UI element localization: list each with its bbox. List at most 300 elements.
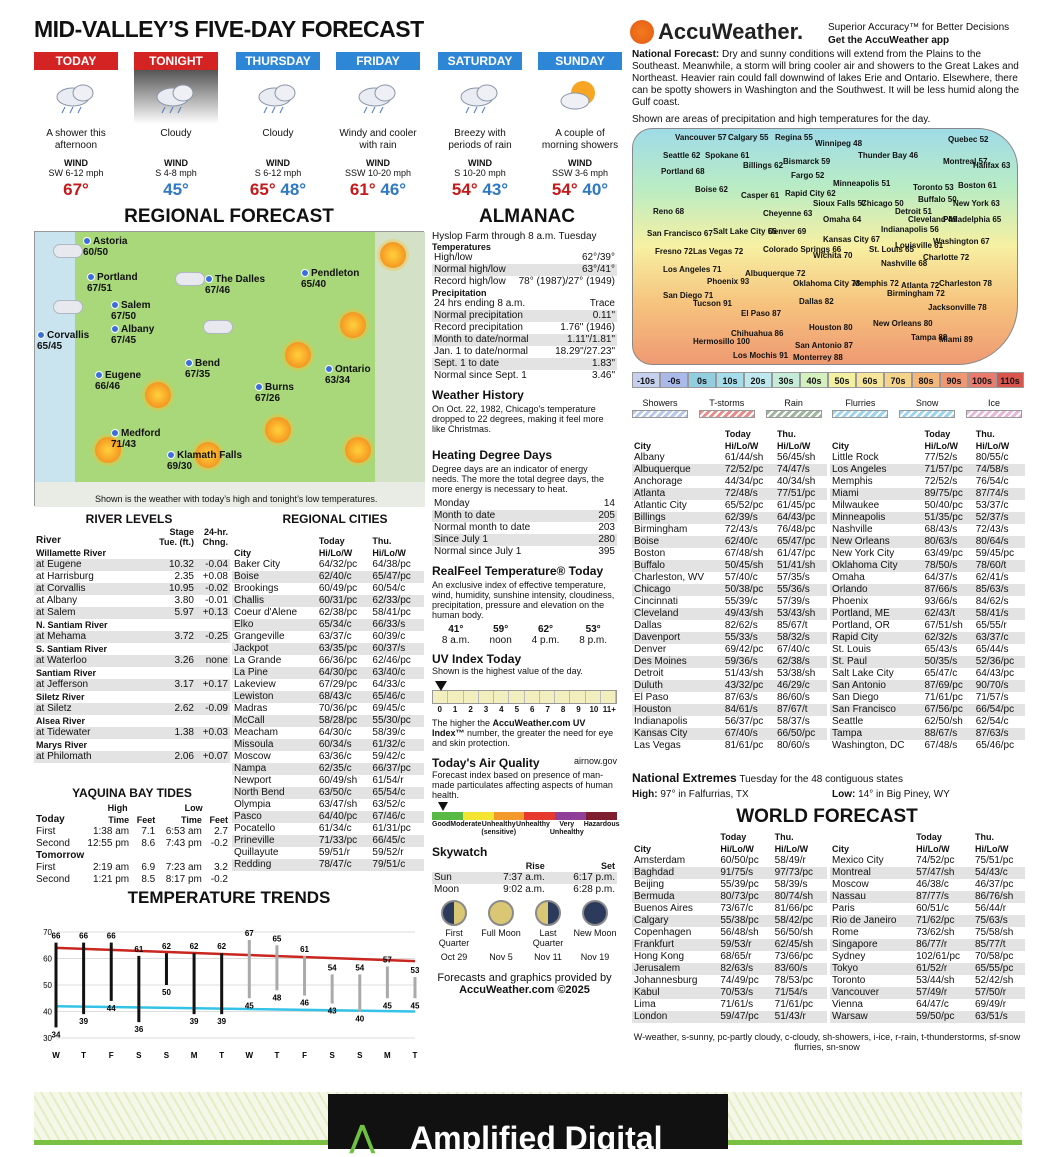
- us-map-label: Salt Lake City 65: [713, 227, 777, 236]
- low-data-label: 39: [79, 1017, 89, 1027]
- high-data-label: 57: [382, 955, 392, 965]
- river-levels-title: RIVER LEVELS: [85, 512, 173, 526]
- river-levels-table: [34, 527, 230, 763]
- city-row: Pocatello 61/34/c 61/31/pc: [234, 823, 411, 834]
- air-site: airnow.gov: [573, 756, 617, 766]
- us-map-label: Omaha 64: [823, 215, 862, 224]
- wind-label: WIND: [266, 158, 290, 168]
- city-row: Davenport 55/33/s 58/32/s: [632, 632, 827, 644]
- city-row: Hong Kong 68/65/r 73/66/pc: [634, 951, 814, 962]
- us-map-label: Bismarck 59: [783, 157, 831, 166]
- credits-line2: AccuWeather.com ©2025: [459, 984, 590, 996]
- national-forecast: National Forecast: Dry and sunny conditions will extend from the Plains to the Southeast. Meanwhile, a storm will bring cooler air and showers to the Great Lakes and Northeast. Heavier rain could fall downwind of lakes Erie and Ontario. Elsewhere, there can be spotty showers in Washington and the Southwest. It will be less humid along the Gulf coast.: [632, 49, 1020, 108]
- day-temps: [538, 180, 622, 200]
- river-row: at Harrisburg 2.35 +0.08: [36, 571, 228, 582]
- city-row: Kabul 70/53/s 71/54/s: [632, 987, 827, 999]
- regional-city: The Dalles 67/46: [205, 274, 266, 296]
- air-quality-label: Very Unhealthy: [549, 821, 584, 836]
- city-row: Moscow 63/36/c 59/42/c: [234, 751, 406, 762]
- low-temp: 46°: [380, 180, 407, 199]
- low-data-label: 34: [51, 1030, 61, 1040]
- city-row: Quillayute 59/51/r 59/52/r: [234, 847, 404, 858]
- city-row: Tampa 88/67/s 87/63/s: [830, 728, 1025, 740]
- city-row: Moscow 46/38/c 46/37/pc: [832, 879, 1014, 890]
- us-map-label: Buffalo 50: [918, 195, 957, 204]
- us-map-label: Kansas City 67: [823, 235, 880, 244]
- us-map-label: Houston 80: [809, 323, 853, 332]
- almanac-subtitle: Hyslop Farm through 8 a.m. Tuesday: [432, 231, 597, 242]
- low-data-label: 50: [162, 988, 171, 997]
- city-row: Portland, ME 62/43/t 58/41/s: [830, 608, 1025, 620]
- moon-icon: [582, 900, 608, 926]
- day-forecast: [538, 52, 622, 200]
- city-row: Anchorage 44/34/pc 40/34/sh: [634, 476, 816, 487]
- legend-swatch: 40s: [800, 372, 828, 388]
- city-dot-icon: [325, 365, 333, 373]
- col-river: River: [36, 535, 62, 546]
- us-map-label: Wichita 70: [813, 251, 853, 260]
- city-row: McCall 58/28/pc 55/30/pc: [232, 715, 424, 727]
- almanac-row: Monday 14: [434, 498, 615, 509]
- moon-phase: Last Quarter Nov 11: [526, 900, 570, 962]
- almanac-row: Jan. 1 to date/normal 18.29"/27.23": [434, 346, 615, 357]
- city-row: Paris 60/51/c 56/44/r: [832, 903, 1007, 914]
- city-row: Tokyo 61/52/r 65/55/pc: [830, 963, 1025, 975]
- tides-title: YAQUINA BAY TIDES: [72, 786, 192, 800]
- us-map-label: Fresno 72: [655, 247, 693, 256]
- low-data-label: 36: [134, 1025, 144, 1035]
- uv-tick: 9: [576, 705, 581, 714]
- us-map-label: Reno 68: [653, 207, 685, 216]
- city-row: Kansas City 67/40/s 66/50/pc: [632, 728, 827, 740]
- city-row: St. Paul 50/35/s 52/36/pc: [830, 656, 1025, 668]
- us-map-label: Jacksonville 78: [928, 303, 987, 312]
- wind-value: S 10-20 mph: [454, 168, 506, 178]
- city-row: St. Louis 65/43/s 65/44/s: [832, 644, 1009, 655]
- x-tick-label: T: [412, 1051, 418, 1060]
- tide-tomorrow-head: Tomorrow: [36, 850, 85, 861]
- city-row: Jackpot 63/35/pc 60/37/s: [232, 643, 424, 655]
- high-data-label: 66: [106, 931, 116, 941]
- river-row: at Mehama 3.72 -0.25: [36, 631, 228, 642]
- city-row: Birmingham 72/43/s 76/48/pc: [634, 524, 816, 535]
- high-data-label: 62: [162, 942, 171, 952]
- air-title: Today's Air Quality: [432, 756, 540, 770]
- uv-tick: 10: [589, 705, 599, 714]
- day-label: THURSDAY: [236, 52, 320, 70]
- x-tick-label: W: [245, 1051, 254, 1060]
- city-row: Elko 65/34/c 66/33/s: [232, 619, 424, 631]
- city-row: Cleveland 49/43/sh 53/43/sh: [632, 608, 827, 620]
- city-row: Meacham 64/30/c 58/39/c: [234, 727, 406, 738]
- river-row: at Philomath 2.06 +0.07: [36, 751, 228, 762]
- sun-icon: [380, 242, 406, 268]
- hdd-title: Heating Degree Days: [432, 448, 553, 462]
- city-row: Brookings 60/49/pc 60/54/c: [234, 583, 406, 594]
- city-row: Johannesburg 74/49/pc 78/53/pc: [634, 975, 814, 986]
- us-map-label: Monterrey 88: [793, 353, 843, 362]
- tides-table: [34, 802, 230, 886]
- col-today: Today: [318, 536, 345, 546]
- x-tick-label: W: [52, 1051, 60, 1060]
- almanac-row: 24 hrs ending 8 a.m. Trace: [434, 298, 615, 309]
- legend-swatch: 50s: [828, 372, 856, 388]
- legend-swatch: 20s: [744, 372, 772, 388]
- regional-city: Pendleton 65/40: [301, 268, 360, 290]
- us-map-label: Casper 61: [741, 191, 780, 200]
- regional-map: [34, 231, 424, 506]
- city-row: Baghdad 91/75/s 97/73/pc: [632, 867, 827, 879]
- wind-value: SW 6-12 mph: [48, 168, 104, 178]
- rain-cloud-icon: [438, 70, 522, 124]
- city-dot-icon: [185, 359, 193, 367]
- air-text: Forecast index based on presence of man-made particulates affecting aspects of human health.: [432, 770, 613, 800]
- tide-row: Second 12:55 pm 8.6 7:43 pm -0.2: [36, 838, 228, 849]
- us-map-label: El Paso 87: [741, 309, 782, 318]
- day-forecast: [438, 52, 522, 200]
- city-row: Detroit 51/43/sh 53/38/sh: [634, 668, 816, 679]
- regional-map-caption: Shown is the weather with today’s high and tonight’s low temperatures.: [95, 494, 378, 504]
- ad-logo-icon: ⋀: [350, 1121, 375, 1154]
- city-row: Salt Lake City 65/47/c 64/43/pc: [832, 668, 1015, 679]
- city-dot-icon: [95, 371, 103, 379]
- city-row: San Antonio 87/69/pc 90/70/s: [830, 680, 1025, 692]
- almanac-row: Record precipitation 1.76" (1946): [434, 322, 615, 333]
- high-data-label: 54: [355, 963, 365, 973]
- us-map-label: Thunder Bay 46: [858, 151, 919, 160]
- low-data-label: 45: [244, 1001, 254, 1011]
- us-map-label: Chicago 50: [861, 199, 904, 208]
- city-row: Redding 78/47/c 79/51/c: [232, 859, 424, 871]
- tide-high-head: High: [107, 803, 128, 813]
- us-map-label: Toronto 53: [913, 183, 954, 192]
- day-label: TODAY: [34, 52, 118, 70]
- us-map-label: Vancouver 57: [675, 133, 727, 142]
- us-map-label: Detroit 51: [895, 207, 932, 216]
- city-row: Beijing 55/39/pc 58/39/s: [634, 879, 808, 890]
- tide-row: First 1:38 am 7.1 6:53 am 2.7: [36, 826, 228, 837]
- river-name: N. Santiam River: [36, 620, 108, 630]
- day-forecast: [34, 52, 118, 200]
- high-data-label: 61: [300, 944, 309, 954]
- high-data-label: 54: [327, 963, 337, 973]
- almanac-title: ALMANAC: [478, 206, 576, 227]
- air-quality-label: Unhealthy (sensitive): [481, 821, 517, 836]
- city-row: Little Rock 77/52/s 80/55/c: [832, 452, 1009, 463]
- city-row: Washington, DC 67/48/s 65/46/pc: [832, 740, 1015, 751]
- city-row: New Orleans 80/63/s 80/64/s: [830, 536, 1025, 548]
- us-map-label: Portland 68: [661, 167, 705, 176]
- city-row: Billings 62/39/s 64/43/pc: [632, 512, 827, 524]
- us-map-label: Miami 89: [939, 335, 973, 344]
- city-row: Nampa 62/35/c 66/37/pc: [232, 763, 424, 775]
- city-row: New York City 63/49/pc 59/45/pc: [832, 548, 1015, 559]
- low-temp: 40°: [582, 180, 609, 199]
- us-map-label: Birmingham 72: [887, 289, 945, 298]
- y-tick-label: 50: [43, 981, 52, 990]
- skywatch-title: Skywatch: [432, 845, 488, 859]
- city-row: North Bend 63/50/c 65/54/c: [232, 787, 424, 799]
- city-row: Albuquerque 72/52/pc 74/47/s: [632, 464, 827, 476]
- tide-feet-head: Feet: [209, 815, 228, 825]
- city-row: Boise 62/40/c 65/47/pc: [632, 536, 827, 548]
- legend-swatch: 90s: [940, 372, 968, 388]
- us-map-label: Oklahoma City 78: [793, 279, 861, 288]
- us-map-label: Denver 69: [768, 227, 807, 236]
- low-temp: 45°: [163, 180, 189, 199]
- us-map-label: Atlanta 72: [901, 281, 940, 290]
- city-row: Challis 60/31/pc 62/33/pc: [232, 595, 424, 607]
- regional-city: Salem 67/50: [111, 300, 151, 322]
- almanac-row: Normal precipitation 0.11": [434, 310, 615, 321]
- us-map-label: New Orleans 80: [873, 319, 933, 328]
- day-label: SUNDAY: [538, 52, 622, 70]
- us-map-label: Quebec 52: [948, 135, 989, 144]
- low-data-label: 48: [272, 993, 282, 1003]
- low-data-label: 45: [382, 1001, 392, 1011]
- city-row: Nassau 87/77/s 86/76/sh: [830, 891, 1025, 903]
- us-map-label: St. Louis 65: [869, 245, 914, 254]
- wind-value: S 4-8 mph: [155, 168, 197, 178]
- x-tick-label: M: [190, 1051, 198, 1060]
- city-row: San Diego 71/61/pc 71/57/s: [832, 692, 1009, 703]
- col-thu: Thu.: [372, 536, 392, 546]
- precip-legend-item: Snow: [899, 398, 955, 418]
- almanac-row: Normal since Sept. 1 3.46": [434, 370, 615, 381]
- col-hlw: Hi/Lo/W: [318, 548, 353, 558]
- almanac-row: Since July 1 280: [434, 534, 615, 545]
- wind-label: WIND: [468, 158, 492, 168]
- legend-swatch: 10s: [716, 372, 744, 388]
- city-row: San Francisco 67/56/pc 66/54/pc: [830, 704, 1025, 716]
- x-tick-label: S: [357, 1051, 363, 1060]
- precip-legend-item: Ice: [966, 398, 1022, 418]
- city-row: Sydney 102/61/pc 70/58/pc: [832, 951, 1014, 962]
- uv-tick: 8: [560, 705, 566, 714]
- legend-swatch: 0s: [688, 372, 716, 388]
- realfeel-item: 59° noon: [489, 624, 512, 646]
- us-map-label: Philadelphia 65: [943, 215, 1002, 224]
- sun-icon: [340, 312, 366, 338]
- city-row: Montreal 57/47/sh 54/43/c: [830, 867, 1025, 879]
- uv-tick: 2: [468, 705, 473, 714]
- temperature-trends-chart: [30, 920, 425, 1060]
- day-label: FRIDAY: [336, 52, 420, 70]
- world-title: WORLD FORECAST: [736, 806, 918, 827]
- city-row: Los Angeles 71/57/pc 74/58/s: [830, 464, 1025, 476]
- city-dot-icon: [167, 451, 175, 459]
- precip-legend-item: T-storms: [699, 398, 755, 418]
- almanac-row: Month to date 205: [434, 510, 615, 521]
- high-temp: 54°: [451, 180, 478, 199]
- city-row: Olympia 63/47/sh 63/52/c: [234, 799, 406, 810]
- wind-value: S 6-12 mph: [254, 168, 302, 178]
- city-row: Indianapolis 56/37/pc 58/37/s: [634, 716, 810, 727]
- uv-tick: 6: [530, 705, 535, 714]
- city-row: Pasco 64/40/pc 67/46/c: [232, 811, 424, 823]
- city-row: Boston 67/48/sh 61/47/pc: [634, 548, 816, 559]
- river-row: at Salem 5.97 +0.13: [36, 607, 228, 618]
- city-row: Seattle 62/50/sh 62/54/c: [832, 716, 1009, 727]
- city-row: Portland, OR 67/51/sh 65/55/r: [832, 620, 1007, 631]
- us-map-label: Regina 55: [775, 133, 813, 142]
- sun-icon: [265, 417, 291, 443]
- accu-app: Get the AccuWeather app: [828, 35, 950, 46]
- rain-cloud-icon: [203, 320, 233, 334]
- regional-city: Bend 67/35: [185, 358, 220, 380]
- us-map-label: Boston 61: [958, 181, 997, 190]
- wind-label: WIND: [568, 158, 592, 168]
- ad-banner[interactable]: [328, 1094, 728, 1156]
- high-temp: 61°: [349, 180, 376, 199]
- river-name: Marys River: [36, 740, 88, 750]
- city-row: Jerusalem 82/63/s 83/60/s: [632, 963, 827, 975]
- col-stage: Stage Tue. (ft.): [159, 527, 194, 547]
- tide-feet-head: Feet: [136, 815, 156, 825]
- river-row: at Waterloo 3.26 none: [36, 655, 228, 666]
- city-row: London 59/47/pc 51/43/r: [632, 1011, 827, 1023]
- regional-city: Medford 71/43: [111, 428, 161, 450]
- city-row: Las Vegas 81/61/pc 80/60/s: [634, 740, 810, 751]
- us-map-label: Charleston 78: [939, 279, 992, 288]
- river-row: at Corvallis 10.95 -0.02: [36, 583, 228, 594]
- col-hlw: Hi/Lo/W: [372, 548, 406, 558]
- almanac-row: Sept. 1 to date 1.83": [434, 358, 615, 369]
- uv-text: Shown is the highest value of the day.: [432, 666, 583, 676]
- rain-cloud-icon: [53, 300, 83, 314]
- precip-legend-item: Showers: [632, 398, 688, 418]
- almanac-row: Normal month to date 203: [434, 522, 615, 533]
- legend-swatch: -10s: [632, 372, 660, 388]
- credits-line1: Forecasts and graphics provided by: [437, 972, 612, 984]
- city-row: Chicago 50/38/pc 55/36/s: [632, 584, 827, 596]
- day-description: A shower this afternoon: [46, 128, 106, 151]
- rain-cloud-icon: [53, 244, 83, 258]
- city-row: Buenos Aires 73/67/c 81/66/pc: [634, 903, 814, 914]
- regional-city: Portland 67/51: [87, 272, 138, 294]
- tide-time-head: Time: [108, 815, 130, 825]
- river-row: at Jefferson 3.17 +0.17: [36, 679, 228, 690]
- city-dot-icon: [111, 325, 119, 333]
- city-row: Baker City 64/32/pc 64/38/pc: [234, 559, 411, 570]
- uv-tick: 0: [437, 705, 442, 714]
- city-row: Memphis 72/52/s 76/54/c: [832, 476, 1009, 487]
- regional-city: Corvallis 65/45: [37, 330, 90, 352]
- wind-label: WIND: [164, 158, 188, 168]
- city-row: Vienna 64/47/c 69/49/r: [832, 999, 1007, 1010]
- us-map-label: Nashville 68: [881, 259, 928, 268]
- legend-swatch: 80s: [912, 372, 940, 388]
- us-map-label: Winnipeg 48: [815, 139, 863, 148]
- river-name: Willamette River: [36, 548, 106, 558]
- city-row: El Paso 87/63/s 86/60/s: [634, 692, 810, 703]
- us-map-label: San Francisco 67: [647, 229, 713, 238]
- high-data-label: 66: [79, 931, 89, 941]
- day-temps: [438, 180, 522, 200]
- day-label: TONIGHT: [134, 52, 218, 70]
- tide-today-head: Today: [36, 814, 65, 825]
- us-map-label: Tampa 88: [911, 333, 948, 342]
- low-data-label: 39: [189, 1017, 199, 1027]
- us-map-label: New York 63: [953, 199, 1000, 208]
- us-map-label: Tucson 91: [693, 299, 732, 308]
- city-dot-icon: [255, 383, 263, 391]
- sun-icon: [345, 437, 371, 463]
- y-tick-label: 70: [43, 928, 52, 937]
- us-map-label: Dallas 82: [799, 297, 834, 306]
- day-description: Breezy with periods of rain: [448, 128, 512, 151]
- day-description: Windy and cooler with rain: [339, 128, 417, 151]
- y-tick-label: 40: [43, 1007, 52, 1017]
- temp-legend: [632, 372, 1024, 388]
- city-row: Toronto 53/44/sh 52/42/sh: [832, 975, 1014, 986]
- high-data-label: 61: [134, 944, 144, 954]
- weather-legend: W-weather, s-sunny, pc-partly cloudy, c-cloudy, sh-showers, i-ice, r-rain, t-thunderstorms, sf-snow flurries, sn-snow: [633, 1032, 1021, 1052]
- realfeel-item: 53° 8 p.m.: [579, 624, 608, 646]
- regional-city: Ontario 63/34: [325, 364, 371, 386]
- us-map-label: Louisville 61: [895, 241, 944, 250]
- high-data-label: 62: [217, 942, 227, 952]
- low-temp: 43°: [482, 180, 509, 199]
- five-day-title: MID-VALLEY’S FIVE-DAY FORECAST: [34, 16, 424, 42]
- uv-tick: 4: [499, 705, 504, 714]
- precipitation-head: Precipitation: [432, 288, 487, 298]
- us-map-label: Halifax 63: [973, 161, 1011, 170]
- day-temps: [336, 180, 420, 200]
- moon-phase: New Moon Nov 19: [573, 900, 617, 962]
- rain-cloud-icon: [134, 70, 218, 124]
- accu-tagline: Superior Accuracy™ for Better Decisions: [828, 22, 1010, 33]
- day-description: Cloudy: [262, 128, 294, 139]
- air-quality-label: Hazardous: [583, 821, 620, 828]
- legend-swatch: -0s: [660, 372, 688, 388]
- low-data-label: 44: [106, 1003, 116, 1013]
- river-name: Santiam River: [36, 668, 97, 678]
- day-description: A couple of morning showers: [541, 128, 619, 151]
- day-temps: [236, 180, 320, 200]
- y-tick-label: 60: [43, 954, 52, 964]
- regional-title: REGIONAL FORECAST: [124, 206, 334, 227]
- uv-title: UV Index Today: [432, 652, 522, 666]
- day-forecast: [134, 52, 218, 200]
- sun-icon: [285, 342, 311, 368]
- us-map-label: Colorado Springs 66: [763, 245, 842, 254]
- almanac: [432, 231, 620, 996]
- river-row: at Siletz 2.62 -0.09: [36, 703, 228, 714]
- us-map-label: Cleveland 49: [908, 215, 957, 224]
- city-row: Boise 62/40/c 65/47/pc: [232, 571, 424, 583]
- rain-cloud-icon: [175, 272, 205, 286]
- moon-icon: [441, 900, 467, 926]
- col-city: City: [234, 548, 252, 558]
- accuweather-logo-icon: [630, 20, 654, 44]
- us-map-label: Spokane 61: [705, 151, 750, 160]
- regional-city: Burns 67/26: [255, 382, 294, 404]
- moon-row: Moon 9:02 a.m. 6:28 p.m.: [434, 884, 615, 895]
- city-row: La Grande 66/36/pc 62/46/pc: [234, 655, 411, 666]
- city-row: Frankfurt 59/53/r 62/45/sh: [632, 939, 827, 951]
- sun-row: Sun 7:37 a.m. 6:17 p.m.: [434, 872, 615, 883]
- us-map-label: Minneapolis 51: [833, 179, 891, 188]
- uv-tick: 11+: [602, 705, 616, 714]
- wind-label: WIND: [366, 158, 390, 168]
- city-row: Lima 71/61/s 71/61/pc: [634, 999, 814, 1010]
- almanac-row: Record high/low 78° (1987)/27° (1949): [434, 276, 615, 287]
- river-name: S. Santiam River: [36, 644, 108, 654]
- us-map-label: Sioux Falls 57: [813, 199, 867, 208]
- us-map-label: San Antonio 87: [795, 341, 853, 350]
- trends-title: TEMPERATURE TRENDS: [127, 888, 331, 907]
